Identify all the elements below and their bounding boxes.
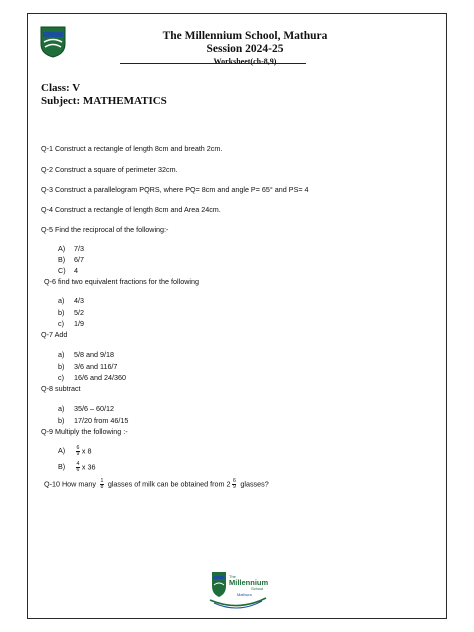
school-name: The Millennium School, Mathura — [162, 30, 328, 42]
logo-name: Millennium — [229, 578, 269, 587]
question-1: Q-1 Construct a rectangle of length 8cm and breath 2cm. — [41, 144, 223, 153]
q5-option: C) 4 — [58, 266, 78, 275]
school-shield-logo — [40, 26, 66, 58]
q8-option: b) 17/20 from 46/15 — [58, 416, 129, 425]
question-9: Q-9 Multiply the following :- — [41, 427, 128, 436]
q9-option: B) $\frac{4}{6}$ x 36 — [58, 461, 96, 473]
question-4: Q-4 Construct a rectangle of length 8cm and Area 24cm. — [41, 205, 221, 214]
q6-option: c) 1/9 — [58, 319, 84, 328]
fraction: $\frac{4}{6}$ — [76, 461, 80, 473]
q7-option: b) 3/6 and 116/7 — [58, 362, 118, 371]
question-8: Q-8 subtract — [41, 384, 81, 393]
q6-option: a) 4/3 — [58, 296, 84, 305]
q7-option: c) 16/6 and 24/360 — [58, 373, 126, 382]
q8-option: a) 35/6 – 60/12 — [58, 404, 114, 413]
worksheet-header — [120, 30, 370, 67]
q5-option: B) 6/7 — [58, 255, 84, 264]
q9-option: A) $\frac{6}{9}$ x 8 — [58, 445, 92, 457]
question-2: Q-2 Construct a square of perimeter 32cm. — [41, 165, 178, 174]
header-underline — [120, 63, 306, 64]
question-6: Q-6 find two equivalent fractions for the following — [44, 277, 200, 286]
question-5: Q-5 Find the reciprocal of the following:- — [41, 225, 169, 234]
class-label: Class: V — [41, 82, 81, 94]
fraction: $\frac{1}{8}$ — [100, 478, 104, 490]
worksheet-label: Worksheet(ch-8,9) — [213, 57, 277, 66]
q7-option: a) 5/8 and 9/18 — [58, 350, 114, 359]
session-label: Session 2024-25 — [206, 43, 284, 55]
fraction: $\frac{6}{9}$ — [232, 478, 236, 490]
question-7: Q-7 Add — [41, 330, 68, 339]
logo-the: The — [229, 574, 236, 579]
q5-option: A) 7/3 — [58, 244, 84, 253]
question-3: Q-3 Construct a parallelogram PQRS, where PQ= 8cm and angle P= 65° and PS= 4 — [41, 185, 309, 194]
logo-school: School — [251, 586, 264, 591]
subject-label: Subject: MATHEMATICS — [41, 95, 167, 107]
fraction: $\frac{6}{9}$ — [76, 445, 80, 457]
q6-option: b) 5/2 — [58, 308, 84, 317]
logo-city: Mathura — [237, 592, 252, 597]
question-10: Q-10 How many $\frac{1}{8}$ glasses of milk can be obtained from 2 $\frac{6}{9}$ glasses? — [44, 478, 269, 490]
